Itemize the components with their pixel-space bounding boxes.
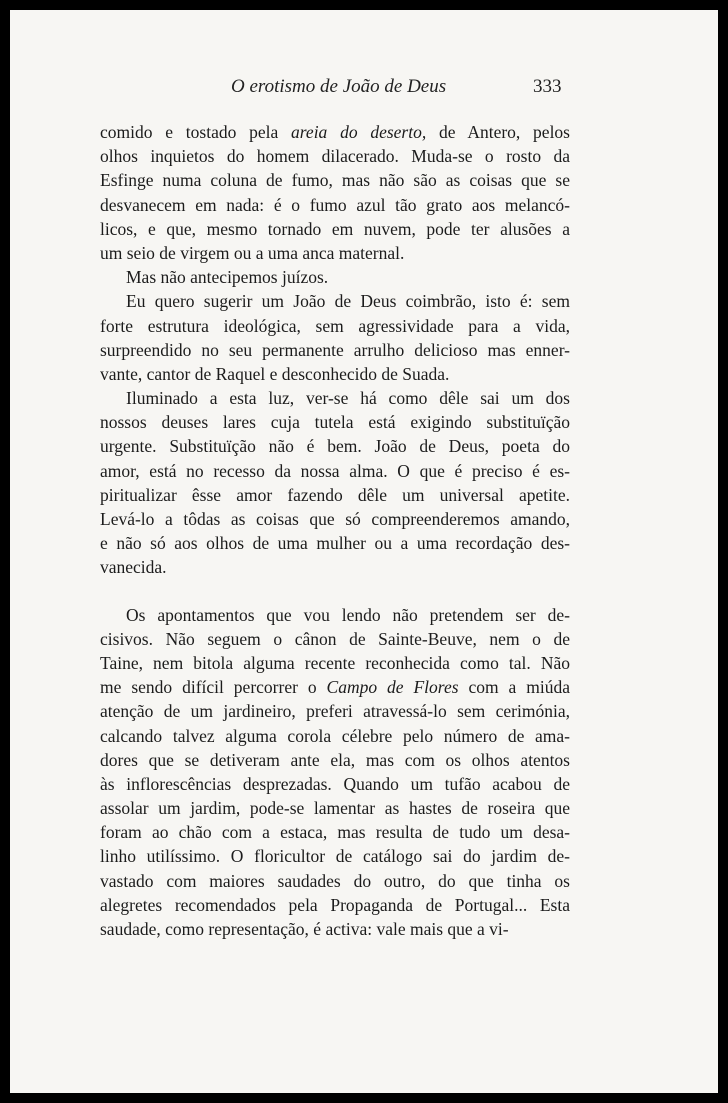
text-run: amor, está no recesso da nossa alma. O que é preciso é es- xyxy=(100,460,570,481)
text-line xyxy=(100,555,570,579)
text-line xyxy=(100,338,570,362)
paragraph xyxy=(100,386,570,580)
text-line xyxy=(100,675,570,699)
text-run: vastado com maiores saudades do outro, do que tinha os xyxy=(100,870,570,891)
text-line xyxy=(100,386,570,410)
text-line xyxy=(100,410,570,434)
text-run: Taine, nem bitola alguma recente reconhecida como tal. Não xyxy=(100,652,570,673)
text-run: linho utilíssimo. O floricultor de catálogo sai do jardim de- xyxy=(100,846,570,867)
paragraph xyxy=(100,289,570,386)
text-line xyxy=(100,917,570,941)
text-run: de Antero, pelos xyxy=(426,122,570,142)
paragraph xyxy=(100,265,570,289)
text-run: comido e tostado pela xyxy=(100,122,292,142)
text-line xyxy=(100,241,570,265)
text-line xyxy=(100,748,570,772)
section-break xyxy=(100,580,570,603)
text-line xyxy=(100,772,570,796)
text-run: um seio de virgem ou a uma anca maternal. xyxy=(100,242,405,263)
italic-text: areia do deserto, xyxy=(291,122,427,142)
text-line xyxy=(100,193,570,217)
text-line xyxy=(100,844,570,868)
text-line xyxy=(100,651,570,675)
text-run: Iluminado a esta luz, ver-se há como dêle sai um dos xyxy=(126,388,570,409)
text-run: com a miúda xyxy=(458,677,570,698)
text-run: atenção de um jardineiro, preferi atravessá-lo sem cerimónia, xyxy=(100,701,570,722)
text-run: saudade, como representação, é activa: vale mais que a vi- xyxy=(100,919,509,939)
text-run: alegretes recomendados pela Propaganda de Portugal... Esta xyxy=(100,894,570,915)
text-run: urgente. Substituïção não é bem. João de Deus, poeta do xyxy=(100,436,570,457)
text-run: Eu quero sugerir um João de Deus coimbrão, isto é: sem xyxy=(126,291,570,312)
text-run: dores que se detiveram ante ela, mas com os olhos atentos xyxy=(100,749,570,770)
text-line xyxy=(100,265,570,289)
text-line xyxy=(100,289,570,313)
text-line xyxy=(100,434,570,458)
text-run: cisivos. Não seguem o cânon de Sainte-Beuve, nem o de xyxy=(100,628,570,649)
text-run: nossos deuses lares cuja tutela está exigindo substituïção xyxy=(100,412,570,433)
text-line xyxy=(100,531,570,555)
book-page xyxy=(10,10,718,1093)
text-run: Esfinge numa coluna de fumo, mas não são as coisas que se xyxy=(100,170,570,191)
text-run: Os apontamentos que vou lendo não pretendem ser de- xyxy=(126,604,570,625)
text-line xyxy=(100,796,570,820)
text-line xyxy=(100,144,570,168)
text-run: me sendo difícil percorrer o xyxy=(100,677,327,698)
text-run: surpreendido no seu permanente arrulho delicioso mas enner- xyxy=(100,339,570,360)
text-run: piritualizar êsse amor fazendo dêle um universal apetite. xyxy=(100,484,570,505)
text-line xyxy=(100,699,570,723)
text-line xyxy=(100,362,570,386)
text-run: forte estrutura ideológica, sem agressividade para a vida, xyxy=(100,315,570,336)
text-line xyxy=(100,168,570,192)
running-header xyxy=(10,76,718,100)
text-run: licos, e que, mesmo tornado em nuvem, pode ter alusões a xyxy=(100,218,570,239)
italic-text: Campo de Flores xyxy=(326,677,459,698)
text-line xyxy=(100,507,570,531)
text-run: assolar um jardim, pode-se lamentar as hastes de roseira que xyxy=(100,798,570,819)
text-run: olhos inquietos do homem dilacerado. Muda-se o rosto da xyxy=(100,146,570,167)
text-run: calcando talvez alguma corola célebre pelo número de ama- xyxy=(100,725,570,746)
text-line xyxy=(100,893,570,917)
text-run: desvanecem em nada: é o fumo azul tão grato aos melancó- xyxy=(100,194,570,215)
chapter-title: O erotismo de João de Deus xyxy=(231,76,447,97)
page-number: 333 xyxy=(533,76,562,97)
text-line xyxy=(100,724,570,748)
text-run: foram ao chão com a estaca, mas resulta de tudo um desa- xyxy=(100,822,570,843)
text-line xyxy=(100,603,570,627)
text-run: vanecida. xyxy=(100,557,167,578)
text-line xyxy=(100,217,570,241)
text-run: e não só aos olhos de uma mulher ou a uma recordação des- xyxy=(100,533,570,554)
text-run: às inflorescências desprezadas. Quando um tufão acabou de xyxy=(100,773,570,794)
text-run: Mas não antecipemos juízos. xyxy=(126,267,329,288)
text-line xyxy=(100,627,570,651)
text-line xyxy=(100,869,570,893)
text-line xyxy=(100,120,570,144)
text-run: vante, cantor de Raquel e desconhecido de Suada. xyxy=(100,363,450,384)
paragraph xyxy=(100,120,570,265)
text-line xyxy=(100,459,570,483)
paragraph xyxy=(100,603,570,942)
text-line xyxy=(100,820,570,844)
body-text xyxy=(100,120,570,941)
text-line xyxy=(100,314,570,338)
text-run: Levá-lo a tôdas as coisas que só compreenderemos amando, xyxy=(100,509,570,529)
text-line xyxy=(100,483,570,507)
